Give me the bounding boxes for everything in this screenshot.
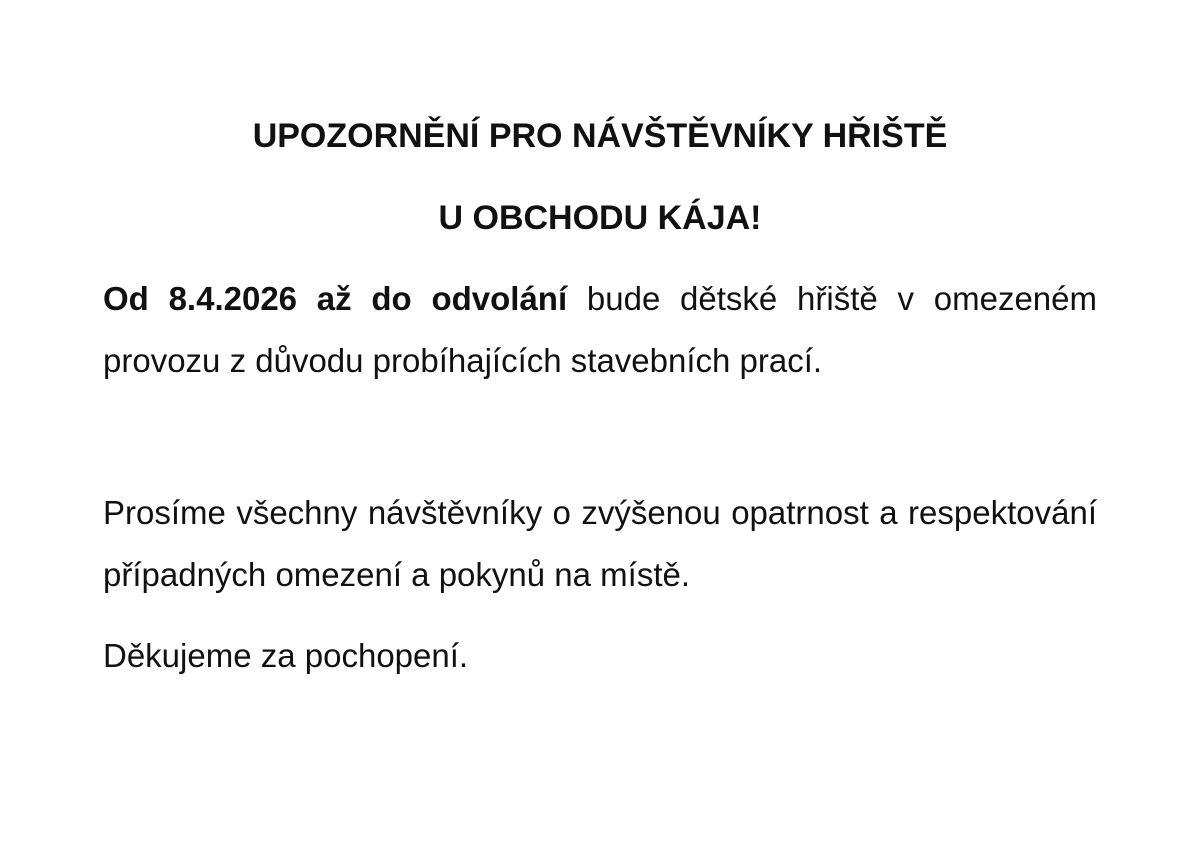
notice-thanks: Děkujeme za pochopení. — [103, 637, 469, 674]
notice-title-line1: UPOZORNĚNÍ PRO NÁVŠTĚVNÍKY HŘIŠTĚ — [252, 117, 948, 155]
notice-date-range: Od 8.4.2026 až do odvolání — [103, 280, 568, 317]
notice-paragraph-caution: Prosíme všechny návštěvníky o zvýšenou opatrnost a respektování případných omezení a pokynů na místě. — [103, 494, 1097, 593]
notice-title-line2: U OBCHODU KÁJA! — [438, 199, 762, 237]
notice-paragraph-dates-rest: bude dětské hřiště v omezeném provozu z důvodu probíhajících stavebních prací. — [103, 280, 1097, 379]
notice-paragraph-dates — [103, 268, 1097, 392]
